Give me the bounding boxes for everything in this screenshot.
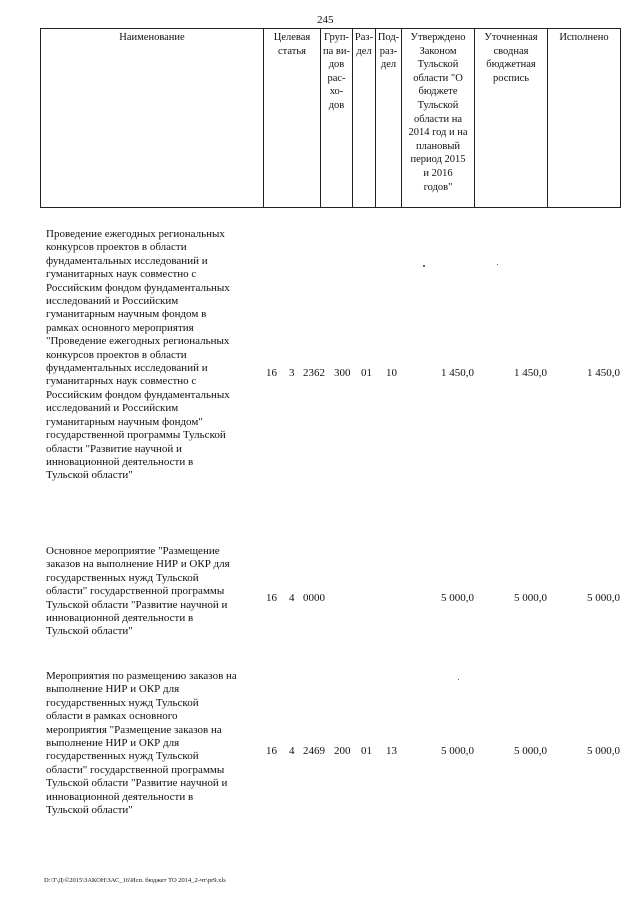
page-number: 245 [317, 14, 334, 26]
row-name: Мероприятия по размещению заказов на выполнение НИР и ОКР для государственных нужд Тульской области в рамках основного мероприятия "Размещение заказов на выполнение НИР и ОКР для государственных нужд Тульской области" государственной программы Тульской области "Развитие научной и инновационной деятельности в Тульской области" [46, 670, 237, 817]
scan-speck [497, 264, 498, 265]
row-executed: 1 450,0 [587, 367, 620, 379]
row-article-program: 16 [266, 745, 277, 757]
header-name: Наименование [41, 29, 264, 207]
row-article-program: 16 [266, 367, 277, 379]
row-article-code: 2469 [303, 745, 325, 757]
row-executed: 5 000,0 [587, 592, 620, 604]
row-approved: 1 450,0 [441, 367, 474, 379]
row-article-sub: 4 [289, 745, 295, 757]
row-section: 01 [361, 367, 372, 379]
row-approved: 5 000,0 [441, 745, 474, 757]
row-executed: 5 000,0 [587, 745, 620, 757]
row-article-sub: 4 [289, 592, 295, 604]
table-header [40, 28, 621, 208]
scan-speck [423, 265, 425, 267]
row-approved: 5 000,0 [441, 592, 474, 604]
row-article-code: 2362 [303, 367, 325, 379]
header-subsection: Под- раз- дел [376, 29, 402, 207]
scan-speck [458, 679, 459, 680]
row-refined: 5 000,0 [514, 745, 547, 757]
footer-file-path: D:\Т\Д\©2015\ЗАКОН\ЗАС_16\Исп. бюджет ТО 2014_2-чт\pr9.xls [44, 877, 226, 884]
row-article-program: 16 [266, 592, 277, 604]
row-refined: 5 000,0 [514, 592, 547, 604]
row-expense-group: 300 [334, 367, 351, 379]
row-subsection: 13 [386, 745, 397, 757]
header-refined: Уточненная сводная бюджетная роспись [475, 29, 548, 207]
header-executed: Исполнено [559, 32, 609, 43]
header-expense-group: Груп- па ви- дов рас- хо- дов [321, 29, 353, 207]
row-subsection: 10 [386, 367, 397, 379]
row-article-code: 0000 [303, 592, 325, 604]
row-name: Основное мероприятие "Размещение заказов на выполнение НИР и ОКР для государственных нужд Тульской области" государственной программы Тульской области "Развитие научной и инновационной деятельности в Тульской области" [46, 545, 230, 638]
row-refined: 1 450,0 [514, 367, 547, 379]
row-name: Проведение ежегодных региональных конкурсов проектов в области фундаментальных исследований и гуманитарных наук совместно с Российским фондом фундаментальных исследований и Российским гуманитарным научным фондом в рамках основного мероприятия "Проведение ежегодных региональных конкурсов проектов в области фундаментальных исследований и гуманитарных наук совместно с Российским фондом фундаментальных исследований и Российским гуманитарным научным фондом" государственной программы Тульской области "Развитие научной и инновационной деятельности в Тульской области" [46, 228, 230, 482]
row-expense-group: 200 [334, 745, 351, 757]
header-approved: Утверждено Законом Тульской области "О бюджете Тульской области на 2014 год и на плановый период 2015 и 2016 годов" [402, 29, 475, 207]
header-section: Раз- дел [353, 29, 376, 207]
header-target-article: Целевая статья [264, 29, 321, 207]
row-article-sub: 3 [289, 367, 295, 379]
row-section: 01 [361, 745, 372, 757]
